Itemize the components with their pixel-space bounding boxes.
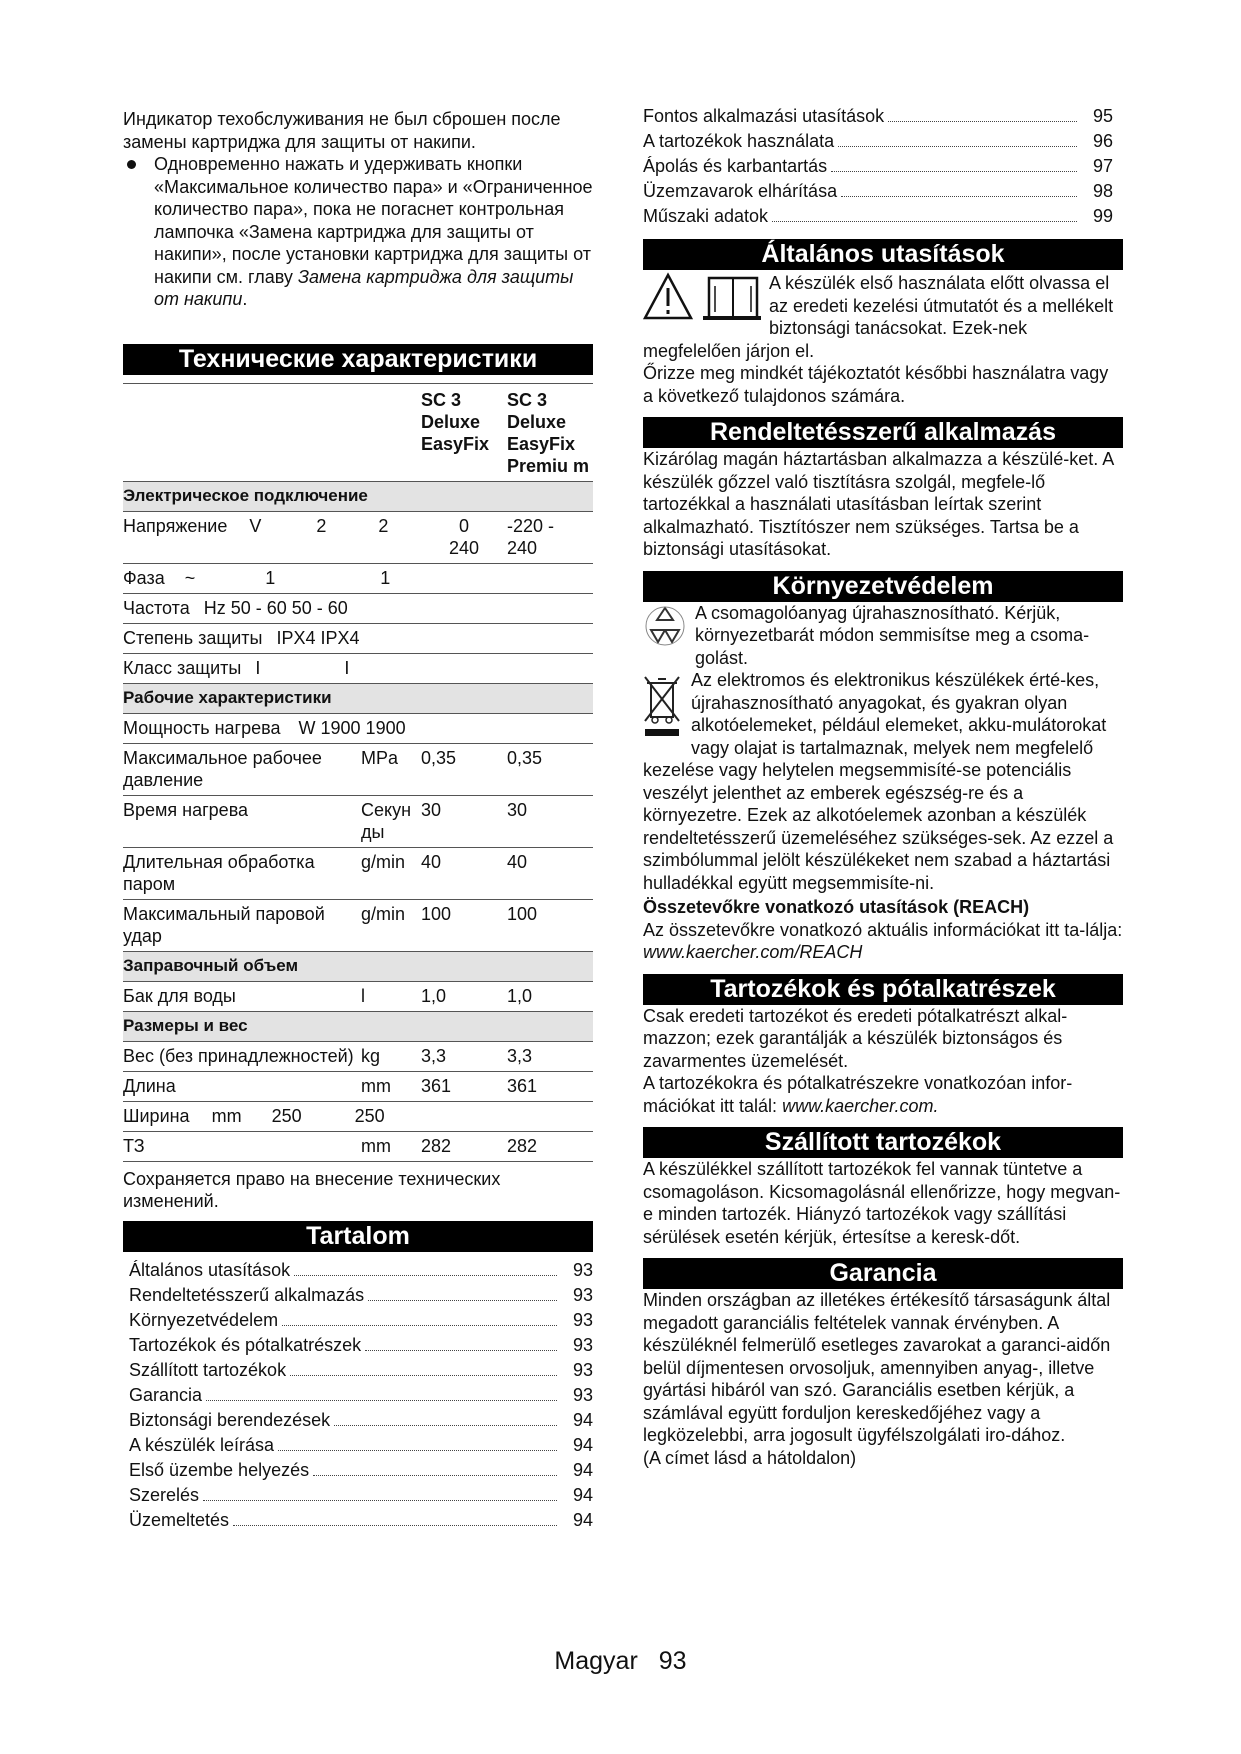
toc-entry-page: 93 (572, 1284, 593, 1305)
tech-table (123, 383, 593, 1162)
reach-text: Az összetevőkre vonatkozó aktuális információkat itt ta-lálja: (643, 919, 1123, 940)
toc-entry-label: Fontos alkalmazási utasítások (643, 106, 885, 126)
toc-entry[interactable] (129, 1458, 593, 1483)
row-frequency: Частота Hz 50 - 60 50 - 60 (123, 593, 593, 623)
toc-entry[interactable] (643, 154, 1113, 179)
toc-entry-label: Első üzembe helyezés (129, 1459, 310, 1480)
warranty-p: Minden országban az illetékes értékesítő társaságunk által megadott garanciális feltételek vannak érvényben. A készüléknél felmerülő esetleges zavarokat a garanci-aidőn belül díjmentesen orvosoljuk, amennyiben anyag-, illetve gyártási hibáról van szó. Garanciális esetben kérjük, a számlával együtt forduljon kereskedőjéhez vagy a legközelebbi, arra jogosult ügyfélszolgálati iro-dához. (643, 1290, 1111, 1445)
toc-leader-dots (334, 1425, 557, 1426)
section-performance: Рабочие характеристики (123, 683, 593, 713)
bullet-instruction (123, 153, 593, 311)
env-title-bar: Környezetvédelem (643, 571, 1123, 602)
page-footer (0, 1646, 1241, 1676)
general-block (643, 270, 1123, 407)
toc-entry-page: 99 (1092, 206, 1113, 226)
right-column (643, 108, 1123, 1469)
toc-entry[interactable] (129, 1508, 593, 1533)
tech-header-row (123, 383, 593, 481)
toc-entry-page: 94 (572, 1509, 593, 1530)
row-width: Ширина mm 250 250 (123, 1101, 593, 1131)
toc-entry-label: Üzemeltetés (129, 1509, 230, 1530)
intended-title-bar: Rendeltetésszerű alkalmazás (643, 417, 1123, 448)
toc-leader-dots (290, 1375, 557, 1376)
row-length: Длина mm 361 361 (123, 1071, 593, 1101)
toc-entry[interactable] (643, 204, 1113, 229)
toc-entry-page: 95 (1092, 106, 1113, 126)
toc-entry[interactable] (129, 1333, 593, 1358)
general-title-bar: Általános utasítások (643, 239, 1123, 270)
toc-leader-dots (841, 196, 1077, 197)
accessories-paragraph2 (643, 1072, 1123, 1117)
section-dimensions: Размеры и вес (123, 1011, 593, 1041)
toc-entry-label: Környezetvédelem (129, 1309, 279, 1330)
row-protection-class: Класс защиты I I (123, 653, 593, 683)
toc-entry-label: Üzemzavarok elhárítása (643, 181, 838, 201)
toc-entry[interactable] (643, 129, 1113, 154)
toc-entry[interactable] (643, 179, 1113, 204)
reach-paragraph (643, 919, 1123, 964)
toc-leader-dots (206, 1400, 557, 1401)
toc-leader-dots (294, 1275, 557, 1276)
env-block (643, 602, 1123, 895)
toc-entry[interactable] (129, 1283, 593, 1308)
toc-entry-label: Általános utasítások (129, 1259, 291, 1280)
toc-entry-page: 93 (572, 1359, 593, 1380)
toc-left (123, 1258, 593, 1533)
toc-entry-label: Ápolás és karbantartás (643, 156, 828, 176)
bullet-text: Одновременно нажать и удерживать кнопки «Максимальное количество пара» и «Ограниченное количество пара», пока не погаснет контрольная лампочка «Замена картриджа для защиты от накипи», после установки картриджа для защиты от накипи см. главу (154, 154, 593, 287)
tech-title-bar: Технические характеристики (123, 344, 593, 375)
row-heat-time: Время нагрева Секун ды 30 30 (123, 795, 593, 847)
toc-entry[interactable] (129, 1258, 593, 1283)
toc-entry-label: Tartozékok és pótalkatrészek (129, 1334, 362, 1355)
row-t3: ТЗ mm 282 282 (123, 1131, 593, 1161)
toc-entry-label: A készülék leírása (129, 1434, 275, 1455)
weee-bin-icon (643, 673, 683, 741)
toc-entry[interactable] (129, 1408, 593, 1433)
row-water-tank: Бак для воды l 1,0 1,0 (123, 981, 593, 1011)
toc-leader-dots (772, 221, 1077, 222)
tech-note: Сохраняется право на внесение технических изменений. (123, 1168, 501, 1211)
env-p2: Az elektromos és elektronikus készülékek érté-kes, újrahasznosítható anyagokat, és gyakran olyan alkotóelemeket, például elemeket, akku-mulátorokat vagy olajat is tartalmaznak, melyek nem megfelelő kezelése vagy helytelen megsemmisíté-se potenciális veszélyt jelenthet az emberek egészség-re és a környezetre. Ezek az alkotóelemek azonban a készülék rendeltetésszerű üzemeléséhez szükséges-sek. Az ezzel a szimbólummal jelölt készülékeket nem szabad a háztartási hulladékkal együtt megsemmisíte-ni. (643, 670, 1114, 893)
intro-paragraph: Индикатор техобслуживания не был сброшен после замены картриджа для защиты от накипи. (123, 109, 561, 152)
toc-leader-dots (278, 1450, 557, 1451)
toc-entry-page: 93 (572, 1309, 593, 1330)
row-long-steam: Длительная обработка паром g/min 40 40 (123, 847, 593, 899)
toc-entry-label: A tartozékok használata (643, 131, 835, 151)
toc-entry[interactable] (129, 1383, 593, 1408)
bullet-end: . (242, 289, 248, 309)
toc-right (643, 104, 1113, 229)
footer-page-number: 93 (658, 1647, 687, 1675)
toc-entry-page: 98 (1092, 181, 1113, 201)
toc-entry-page: 93 (572, 1259, 593, 1280)
supplied-p: A készülékkel szállított tartozékok fel vannak tüntetve a csomagoláson. Kicsomagolásnál ellenőrizze, hogy megvan-e minden tartozék. Hiányzó tartozékok vagy szállítási sérülések esetén kérjük, értesítse a keresk-dőt. (643, 1159, 1121, 1247)
env-p1: A csomagolóanyag újrahasznosítható. Kérjük, környezetbarát módon semmisítse meg a csoma-golást. (695, 602, 1090, 668)
bullet-ref: Замена картриджа для защиты от накипи (154, 266, 574, 309)
row-voltage: Напряжение V 2 2 0 240 -220 - 240 (123, 511, 593, 563)
supplied-title-bar: Szállított tartozékok (643, 1127, 1123, 1158)
toc-title-bar: Tartalom (123, 1221, 593, 1252)
toc-leader-dots (365, 1350, 557, 1351)
row-weight: Вес (без принадлежностей) kg 3,3 3,3 (123, 1041, 593, 1071)
toc-entry-page: 97 (1092, 156, 1113, 176)
toc-leader-dots (282, 1325, 557, 1326)
section-electric: Электрическое подключение (123, 481, 593, 511)
toc-entry[interactable] (129, 1483, 593, 1508)
toc-leader-dots (313, 1475, 557, 1476)
section-volume: Заправочный объем (123, 951, 593, 981)
toc-entry[interactable] (129, 1308, 593, 1333)
intended-p: Kizárólag magán háztartásban alkalmazza a készülé-ket. A készülék gőzzel való tisztításra szolgál, megfele-lő tartozékkal a használati utasításban leírtak szerint alkalmazható. Tisztítószer nem szükséges. Tartsa be a biztonsági utasításokat. (643, 449, 1114, 559)
row-max-pressure: Максимальное рабочее давление MPa 0,35 0,35 (123, 743, 593, 795)
toc-entry-label: Rendeltetésszerű alkalmazás (129, 1284, 365, 1305)
warranty-title-bar: Garancia (643, 1258, 1123, 1289)
model-col1: SC 3 Deluxe EasyFix (421, 389, 490, 454)
reach-url[interactable]: www.kaercher.com/REACH (643, 942, 863, 962)
left-column (123, 108, 593, 1533)
general-p1: A készülék első használata előtt olvassa el az eredeti kezelési útmutatót és a mellékelt biztonsági tanácsokat. Ezek-nek megfelelően járjon el. (643, 273, 1114, 361)
toc-leader-dots (888, 121, 1077, 122)
accessories-url[interactable]: www.kaercher.com. (782, 1095, 939, 1116)
row-max-steam: Максимальный паровой удар g/min 100 100 (123, 899, 593, 951)
footer-language: Magyar (554, 1647, 638, 1675)
toc-entry-label: Műszaki adatok (643, 206, 769, 226)
toc-entry-label: Garancia (129, 1384, 203, 1405)
reach-heading: Összetevőkre vonatkozó utasítások (REACH) (643, 897, 1030, 917)
model-col2: SC 3 Deluxe EasyFix Premiu m (507, 389, 590, 476)
warning-manual-icon (643, 272, 761, 322)
accessories-p2: A tartozékokra és pótalkatrészekre vonatkozóan infor-mációkat itt talál: (643, 1073, 1073, 1116)
row-heating-power: Мощность нагрева W 1900 1900 (123, 713, 593, 743)
toc-entry-label: Szállított tartozékok (129, 1359, 287, 1380)
toc-entry-page: 94 (572, 1409, 593, 1430)
recycling-icon (643, 604, 687, 648)
toc-leader-dots (368, 1300, 557, 1301)
toc-entry-page: 93 (572, 1384, 593, 1405)
warranty-note: (A címet lásd a hátoldalon) (643, 1447, 857, 1468)
toc-entry-label: Szerelés (129, 1484, 200, 1505)
toc-leader-dots (203, 1500, 557, 1501)
row-phase: Фаза ~ 1 1 (123, 563, 593, 593)
toc-entry-label: Biztonsági berendezések (129, 1409, 331, 1430)
toc-leader-dots (838, 146, 1077, 147)
toc-entry[interactable] (129, 1433, 593, 1458)
accessories-title-bar: Tartozékok és pótalkatrészek (643, 974, 1123, 1005)
toc-entry-page: 94 (572, 1434, 593, 1455)
toc-leader-dots (233, 1525, 557, 1526)
accessories-p1: Csak eredeti tartozékot és eredeti pótalkatrészt alkal-mazzon; ezek garantálják a készülék biztonságos és zavarmentes üzemelését. (643, 1005, 1068, 1071)
row-protection-degree: Степень защиты IPX4 IPX4 (123, 623, 593, 653)
toc-entry-page: 94 (572, 1484, 593, 1505)
toc-entry-page: 93 (572, 1334, 593, 1355)
toc-entry[interactable] (129, 1358, 593, 1383)
toc-leader-dots (831, 171, 1077, 172)
toc-entry-page: 94 (572, 1459, 593, 1480)
toc-entry-page: 96 (1092, 131, 1113, 151)
general-p2: Őrizze meg mindkét tájékoztatót későbbi használatra vagy a következő tulajdonos számára. (643, 363, 1109, 406)
toc-entry[interactable] (643, 104, 1113, 129)
